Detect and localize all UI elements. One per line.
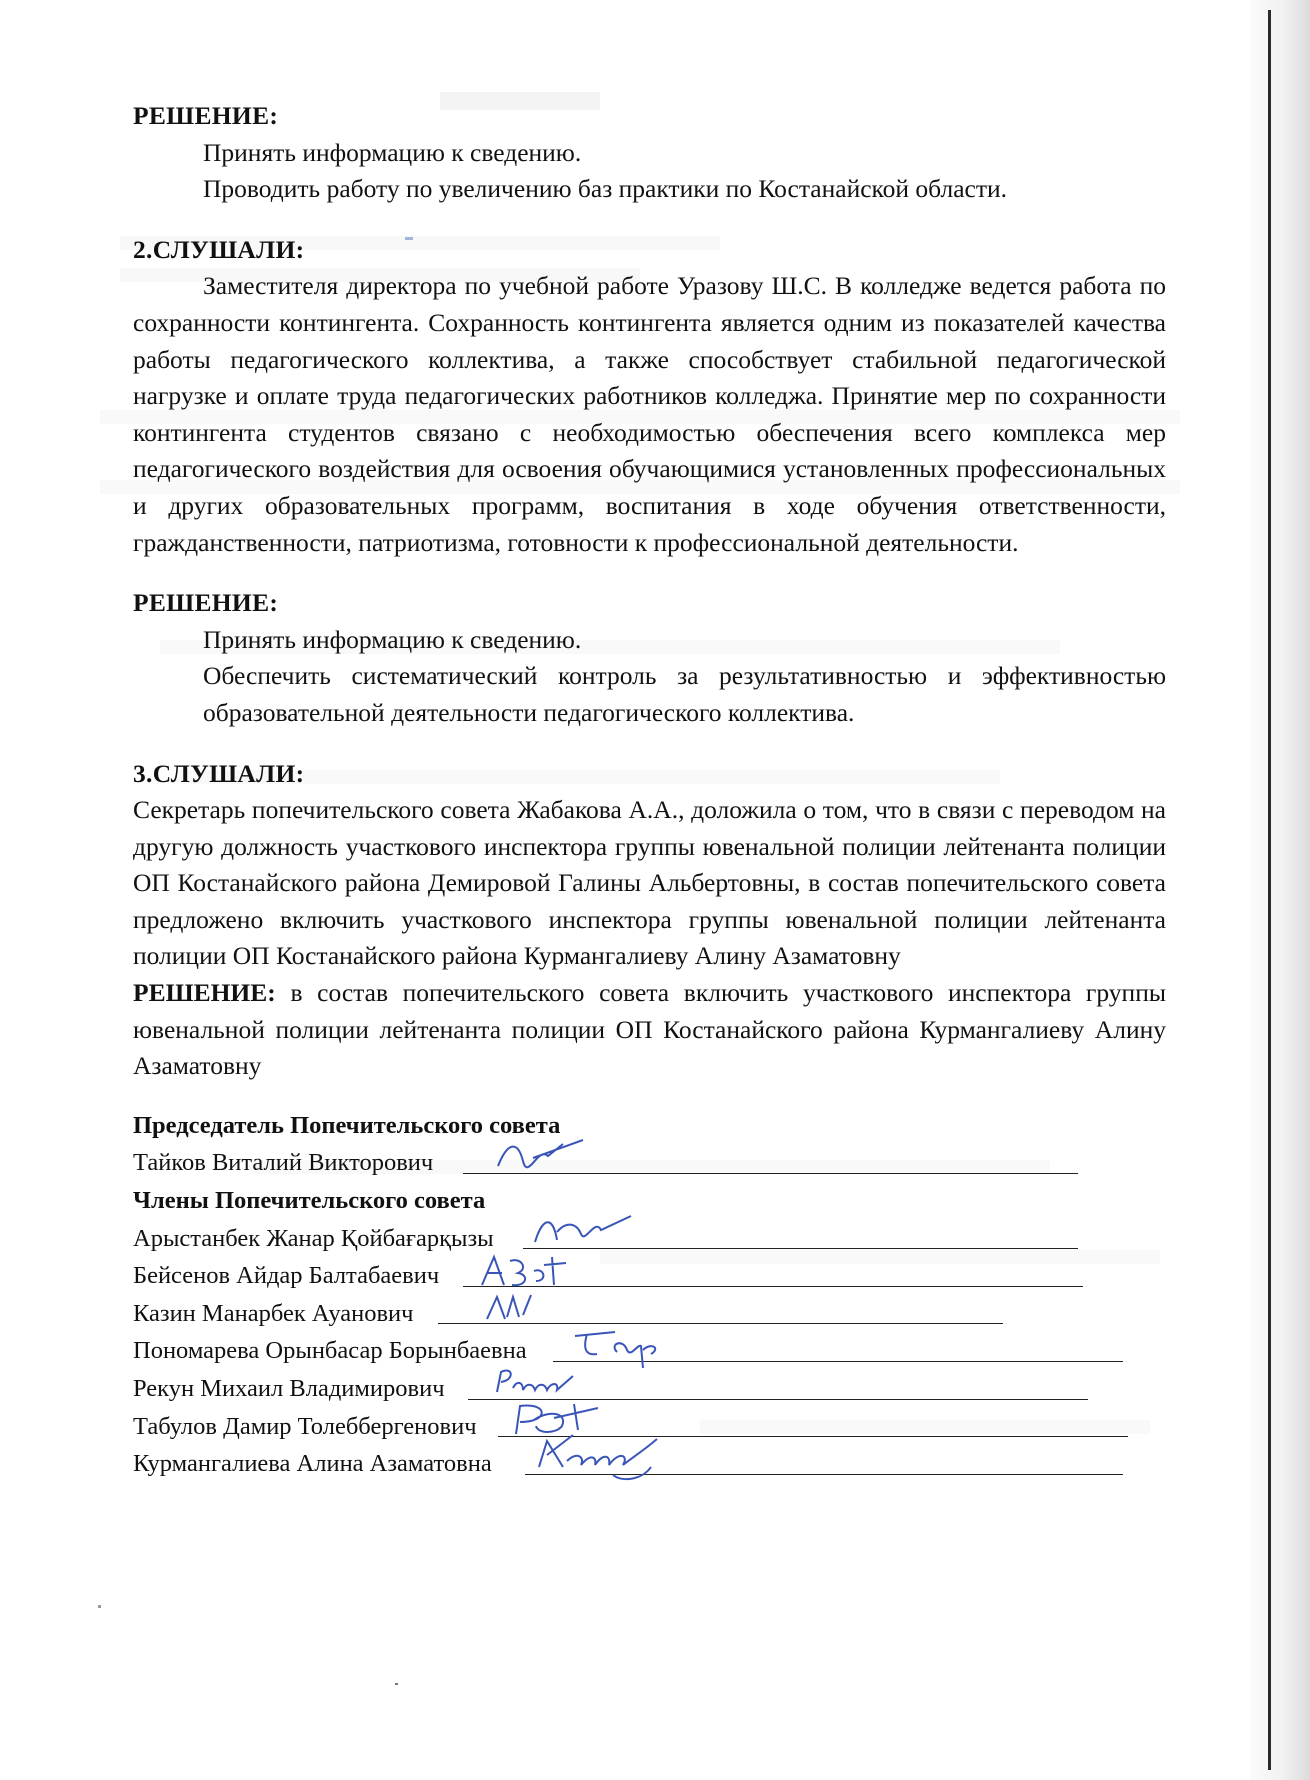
- chair-signature-row: [133, 1144, 1166, 1182]
- heard-3-decision-label: РЕШЕНИЕ:: [133, 978, 276, 1008]
- scan-speck: [98, 1605, 101, 1608]
- member-signature-row: [133, 1220, 1166, 1258]
- member-signature-row: [133, 1370, 1166, 1408]
- member-name: Арыстанбек Жанар Қойбағарқызы: [133, 1224, 494, 1252]
- scan-border-line: [1268, 10, 1271, 1770]
- decision-1-line-2: Проводить работу по увеличению баз практики по Костанайской области.: [203, 174, 1008, 204]
- member-signature-row: [133, 1257, 1166, 1295]
- decision-2-line-2: Обеспечить систематический контроль за результативностью и эффективностью образовательной деятельности педагогического коллектива.: [203, 661, 1166, 727]
- heard-3-decision: [133, 975, 1166, 1085]
- member-name: Рекун Михаил Владимирович: [133, 1375, 445, 1402]
- chair-name: Тайков Виталий Викторович: [133, 1149, 434, 1177]
- decision-1-line-1: Принять информацию к сведению.: [203, 137, 582, 167]
- heard-2-text: Заместителя директора по учебной работе Уразову Ш.С. В колледже ведется работа по сохранности контингента. Сохранность контингента является одним из показателей качества работы педагогического коллектива, а также способствует стабильной педагогической нагрузке и оплате труда педагогических работников колледжа. Принятие мер по сохранности контингента студентов связано с необходимостью обеспечения всего комплекса мер педагогического воздействия для освоения обучающимися установленных профессиональных и других образовательных программ, воспитания в ходе обучения ответственности, гражданственности, патриотизма, готовности к профессиональной деятельности.: [133, 271, 1166, 557]
- scan-page-edge: [1250, 0, 1310, 1780]
- member-name: Курмангалиева Алина Азаматовна: [133, 1450, 492, 1478]
- heard-3-decision-text: в состав попечительского совета включить участкового инспектора группы ювенальной полиции лейтенанта полиции ОП Костанайского района Курмангалиеву Алину Азаматовну: [133, 978, 1166, 1081]
- decision-1: [133, 98, 1166, 208]
- member-name: Табулов Дамир Толеббергенович: [133, 1412, 477, 1440]
- heard-3: [133, 756, 1166, 1085]
- scan-speck: [395, 1683, 398, 1685]
- chair-title: Председатель Попечительского совета: [133, 1111, 561, 1139]
- signature-block: [133, 1107, 1166, 1483]
- member-name: Бейсенов Айдар Балтабаевич: [133, 1262, 440, 1290]
- members-title: Члены Попечительского совета: [133, 1187, 486, 1215]
- heard-3-text: Секретарь попечительского совета Жабакова А.А., доложила о том, что в связи с переводом на другую должность участкового инспектора группы ювенальной полиции лейтенанта полиции ОП Костанайского района Демировой Галины Альбертовны, в состав попечительского совета предложено включить участкового инспектора группы ювенальной полиции лейтенанта полиции ОП Костанайского района Курмангалиеву Алину Азаматовну: [133, 795, 1166, 971]
- heard-2: [133, 232, 1166, 561]
- member-signature-row: [133, 1332, 1166, 1370]
- heard-2-heading: 2.СЛУШАЛИ:: [133, 234, 305, 264]
- decision-2: [133, 585, 1166, 731]
- decision-2-heading: РЕШЕНИЕ:: [133, 588, 279, 618]
- heard-3-heading: 3.СЛУШАЛИ:: [133, 758, 305, 788]
- decision-1-heading: РЕШЕНИЕ:: [133, 101, 279, 130]
- member-name: Пономарева Орынбасар Борынбаевна: [133, 1337, 527, 1365]
- scan-speck: [405, 237, 413, 240]
- document-page: [133, 98, 1166, 1483]
- decision-2-line-1: Принять информацию к сведению.: [203, 624, 582, 654]
- member-signature-row: [133, 1445, 1166, 1483]
- member-name: Казин Манарбек Ауанович: [133, 1299, 414, 1327]
